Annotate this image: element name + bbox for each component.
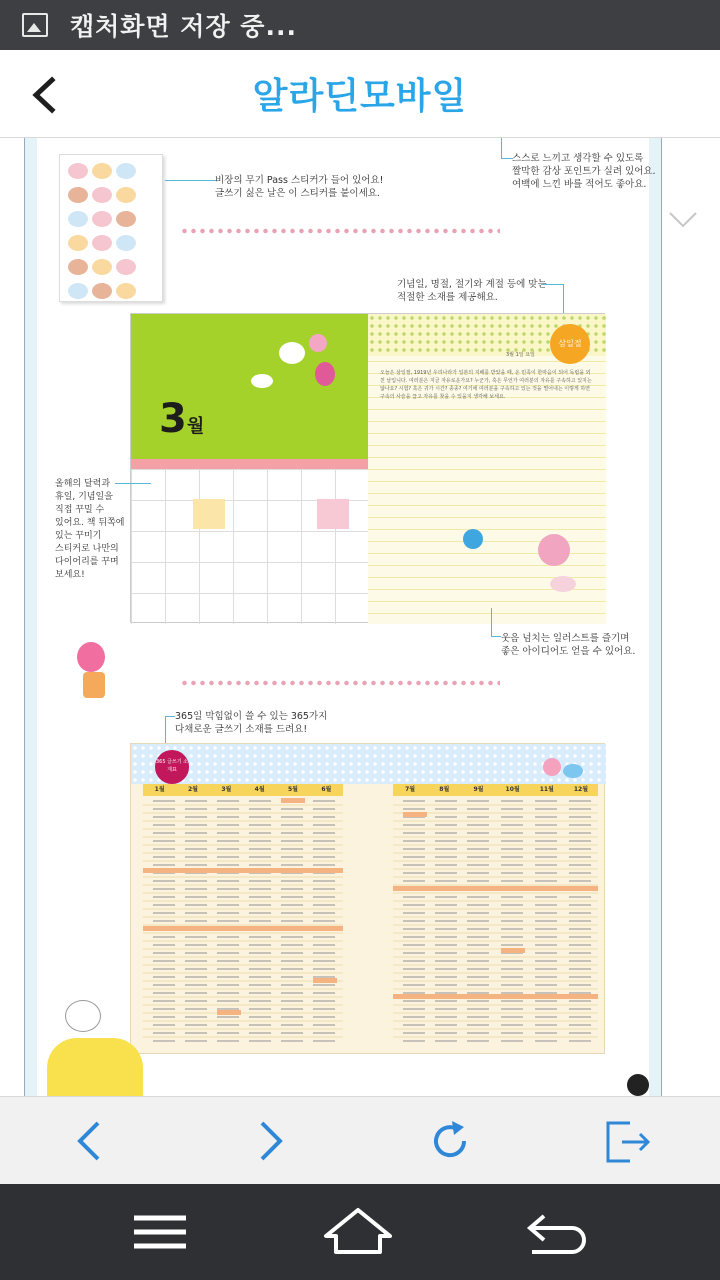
- diary-date: 3월 1일 요일: [506, 352, 535, 358]
- page-corner-badge: [627, 1074, 649, 1096]
- topic-rows-right: [393, 798, 598, 1044]
- leader-line: [165, 716, 175, 717]
- holiday-badge: 삼일절: [550, 324, 590, 364]
- chevron-down-icon[interactable]: [668, 210, 698, 230]
- month-header-left: 1월 2월 3월 4월 5월 6월: [143, 784, 343, 796]
- app-header: [0, 50, 720, 138]
- forward-arrow-icon[interactable]: [246, 1117, 294, 1165]
- leader-line: [491, 636, 501, 637]
- caption-seasonal: 기념일, 명절, 절기와 계절 등에 맞는 적절한 소재를 제공해요.: [397, 279, 547, 303]
- topic-rows-left: [143, 798, 343, 1044]
- back-arrow-icon[interactable]: [66, 1117, 114, 1165]
- status-bar: [0, 0, 720, 50]
- table-badge: 365 글쓰기 소재표: [155, 750, 189, 784]
- calendar-spread-image: [130, 313, 605, 623]
- back-icon[interactable]: [522, 1206, 594, 1258]
- back-chevron-icon[interactable]: [28, 76, 62, 114]
- calendar-weekday-header: [131, 459, 368, 469]
- sticker-sheet-image: [59, 154, 163, 302]
- caption-sticker: 비장의 무기 Pass 스티커가 들어 있어요! 글쓰기 싫은 날은 이 스티커를 붙이세요.: [215, 175, 384, 199]
- leader-line: [165, 180, 217, 181]
- calendar-highlight-cell: [193, 499, 225, 529]
- calendar-page: [131, 314, 368, 624]
- page-margin-left: [25, 138, 37, 1096]
- caption-illust: 웃음 넘치는 일러스트를 즐기며 좋은 아이디어도 얻을 수 있어요.: [501, 633, 636, 657]
- sleeping-kid-illustration: [47, 1038, 143, 1096]
- calendar-month: 3월: [159, 396, 205, 442]
- dotted-divider: [180, 680, 500, 686]
- caption-feel: 스스로 느끼고 생각할 수 있도록 짤막한 감상 포인트가 실려 있어요. 여백에 느낀 바를 적어도 좋아요.: [512, 153, 656, 190]
- leader-line: [501, 138, 502, 158]
- leader-line: [541, 284, 563, 285]
- diary-body-text: 오늘은 삼일절, 1919년 우리나라가 일본의 지배를 받았을 때, 온 민족이 한마음이 되어 독립을 외친 날입니다. 여러분은 지금 자유로운가요? 누군가, 혹은 무언가 여러분의 자유를 구속하고 있지는 않나요? 시험? 혹은 귀가 시간? 종종? 여기에 여러분을 구속하고 있는 것을 떨어내는 이렇게 하면 구속의 사슬을 끊고 자유를 찾을 수 있을지 생각해 보세요.: [380, 370, 592, 400]
- dotted-divider: [180, 228, 500, 234]
- caption-calendar: 올해의 달력과 휴일, 기념일을 직접 꾸밀 수 있어요. 책 뒤쪽에 있는 꾸미기 스티커로 나만의 다이어리를 꾸며 보세요!: [55, 479, 125, 580]
- book-preview-page: [24, 138, 662, 1096]
- calendar-highlight-cell: [317, 499, 349, 529]
- thought-bubble-illustration: [65, 1000, 101, 1032]
- share-exit-icon[interactable]: [604, 1117, 652, 1165]
- page-margin-right: [649, 138, 661, 1096]
- status-text: 캡처화면 저장 중...: [70, 12, 297, 41]
- image-icon: [22, 13, 48, 37]
- writing-topic-table-image: [130, 743, 605, 1054]
- refresh-icon[interactable]: [426, 1117, 474, 1165]
- leader-line: [165, 716, 166, 746]
- caption-365: 365일 막힘없이 쓸 수 있는 365가지 다채로운 글쓰기 소재를 드려요!: [175, 711, 328, 735]
- content-viewer[interactable]: [0, 138, 720, 1096]
- home-icon[interactable]: [322, 1206, 394, 1258]
- system-navigation-bar: [0, 1184, 720, 1280]
- month-header-right: 7월 8월 9월 10월 11월 12월: [393, 784, 598, 796]
- browser-toolbar: [0, 1096, 720, 1184]
- menu-icon[interactable]: [124, 1206, 196, 1258]
- leader-line: [491, 608, 492, 636]
- girl-illustration: [77, 642, 105, 672]
- diary-page: [368, 314, 606, 624]
- calendar-grid: [131, 469, 368, 624]
- girl-illustration-body: [83, 672, 105, 698]
- leader-line: [115, 483, 151, 484]
- page-title: 알라딘모바일: [252, 76, 468, 117]
- table-dotted-header: [131, 744, 606, 784]
